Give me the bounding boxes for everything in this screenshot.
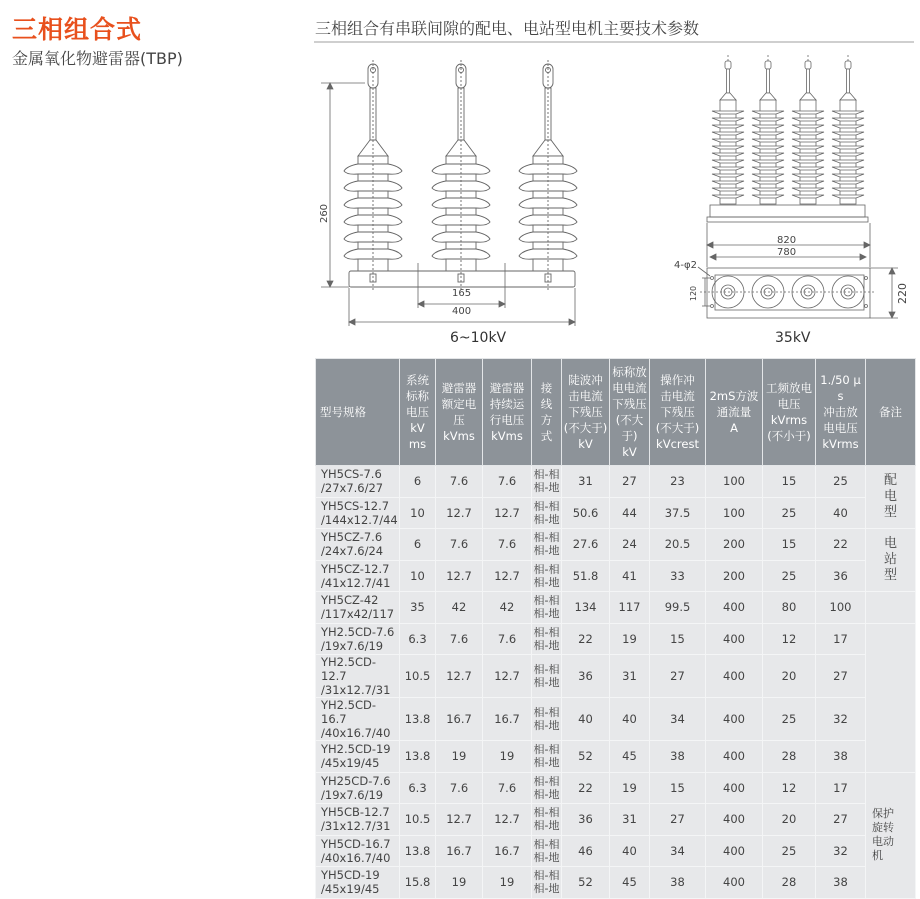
cell-rated-v: 12.7 (436, 804, 483, 836)
table-row (316, 772, 916, 804)
table-row (316, 741, 916, 773)
cell-imp-spark: 17 (816, 623, 866, 655)
header-pf-sparkover: 工频放电 电压 kVrms (不小于) (763, 359, 816, 466)
cell-imp-spark: 40 (816, 497, 866, 529)
cell-mcov: 19 (483, 741, 532, 773)
cell-rated-v: 16.7 (436, 835, 483, 867)
cell-sys-v: 6 (400, 466, 436, 498)
cell-switching: 27 (650, 804, 706, 836)
cell-model: YH5CZ-12.7 /41x12.7/41 (316, 560, 400, 592)
cell-imp-spark: 27 (816, 655, 866, 698)
cell-steep: 36 (562, 655, 610, 698)
cell-model: YH2.5CD-12.7 /31x12.7/31 (316, 655, 400, 698)
cell-nominal: 41 (610, 560, 650, 592)
cell-nominal: 24 (610, 529, 650, 561)
cell-mcov: 7.6 (483, 529, 532, 561)
cell-square: 400 (706, 741, 763, 773)
cell-pf-spark: 25 (763, 698, 816, 741)
cell-pf-spark: 20 (763, 655, 816, 698)
cell-model: YH5CB-12.7 /31x12.7/31 (316, 804, 400, 836)
cell-nominal: 45 (610, 741, 650, 773)
cell-model: YH5CS-7.6 /27x7.6/27 (316, 466, 400, 498)
dim-depth-label: 220 (896, 283, 909, 304)
cell-pf-spark: 25 (763, 835, 816, 867)
cell-imp-spark: 36 (816, 560, 866, 592)
spec-table (315, 358, 916, 899)
header-model: 型号规格 (316, 359, 400, 466)
section-title: 三相组合有串联间隙的配电、电站型电机主要技术参数 (315, 19, 700, 38)
cell-connection: 相-相 相-地 (532, 623, 562, 655)
cell-connection: 相-相 相-地 (532, 804, 562, 836)
cell-rated-v: 19 (436, 741, 483, 773)
cell-imp-spark: 100 (816, 592, 866, 624)
cell-square: 200 (706, 560, 763, 592)
cell-switching: 38 (650, 741, 706, 773)
cell-imp-spark: 25 (816, 466, 866, 498)
cell-rated-v: 19 (436, 867, 483, 899)
cell-sys-v: 13.8 (400, 835, 436, 867)
cell-square: 200 (706, 529, 763, 561)
cell-remark-motor: 保护 旋转 电动 机 (866, 772, 916, 898)
cell-steep: 27.6 (562, 529, 610, 561)
cell-mcov: 42 (483, 592, 532, 624)
cell-square: 400 (706, 835, 763, 867)
cell-pf-spark: 12 (763, 772, 816, 804)
cell-sys-v: 13.8 (400, 698, 436, 741)
cell-steep: 52 (562, 867, 610, 899)
cell-nominal: 19 (610, 772, 650, 804)
cell-steep: 40 (562, 698, 610, 741)
cell-switching: 34 (650, 698, 706, 741)
dim-inner-label: 780 (777, 247, 797, 258)
header-continuous-voltage: 避雷器 持续运 行电压 kVms (483, 359, 532, 466)
cell-mcov: 7.6 (483, 772, 532, 804)
cell-model: YH5CD-19 /45x19/45 (316, 867, 400, 899)
cell-imp-spark: 38 (816, 867, 866, 899)
cell-sys-v: 13.8 (400, 741, 436, 773)
cell-sys-v: 10 (400, 497, 436, 529)
cell-square: 100 (706, 466, 763, 498)
cell-sys-v: 6.3 (400, 623, 436, 655)
cell-connection: 相-相 相-地 (532, 835, 562, 867)
table-row (316, 466, 916, 498)
cell-switching: 27 (650, 655, 706, 698)
dim-hole-spacing-label: 120 (689, 285, 699, 302)
cell-imp-spark: 17 (816, 772, 866, 804)
cell-model: YH5CS-12.7 /144x12.7/44 (316, 497, 400, 529)
cell-connection: 相-相 相-地 (532, 867, 562, 899)
header-square-wave: 2mS方波 通流量 A (706, 359, 763, 466)
dim-outer-label: 820 (777, 235, 797, 246)
cell-model: YH5CZ-7.6 /24x7.6/24 (316, 529, 400, 561)
cell-switching: 37.5 (650, 497, 706, 529)
dim-pitch-label: 165 (452, 288, 472, 299)
cell-nominal: 40 (610, 698, 650, 741)
cell-connection: 相-相 相-地 (532, 655, 562, 698)
drawing-6-10kv (315, 58, 605, 328)
cell-connection: 相-相 相-地 (532, 741, 562, 773)
cell-switching: 20.5 (650, 529, 706, 561)
cell-remark-distribution: 配 电 型 (866, 466, 916, 529)
cell-switching: 99.5 (650, 592, 706, 624)
cell-imp-spark: 32 (816, 835, 866, 867)
cell-steep: 51.8 (562, 560, 610, 592)
cell-pf-spark: 25 (763, 560, 816, 592)
dim-hole-label: 4-φ2 (674, 260, 697, 271)
cell-connection: 相-相 相-地 (532, 560, 562, 592)
arrester-35kv-drawing (670, 55, 915, 325)
dim-width-label: 400 (452, 306, 472, 317)
cell-connection: 相-相 相-地 (532, 772, 562, 804)
cell-steep: 134 (562, 592, 610, 624)
header-switching-residual: 操作冲 击电流 下残压 (不大于) kVcrest (650, 359, 706, 466)
cell-nominal: 27 (610, 466, 650, 498)
cell-sys-v: 35 (400, 592, 436, 624)
header-system-voltage: 系统 标称 电压 kV ms (400, 359, 436, 466)
cell-sys-v: 6 (400, 529, 436, 561)
cell-rated-v: 12.7 (436, 655, 483, 698)
cell-mcov: 16.7 (483, 835, 532, 867)
cell-model: YH25CD-7.6 /19x7.6/19 (316, 772, 400, 804)
cell-sys-v: 6.3 (400, 772, 436, 804)
cell-rated-v: 7.6 (436, 529, 483, 561)
cell-switching: 34 (650, 835, 706, 867)
drawing-35kv (670, 55, 915, 325)
cell-square: 400 (706, 655, 763, 698)
cell-connection: 相-相 相-地 (532, 497, 562, 529)
cell-nominal: 40 (610, 835, 650, 867)
cell-switching: 23 (650, 466, 706, 498)
cell-square: 400 (706, 772, 763, 804)
table-row (316, 529, 916, 561)
cell-switching: 15 (650, 772, 706, 804)
cell-remark-station: 电 站 型 (866, 529, 916, 592)
cell-mcov: 12.7 (483, 497, 532, 529)
cell-square: 400 (706, 867, 763, 899)
cell-switching: 33 (650, 560, 706, 592)
cell-imp-spark: 22 (816, 529, 866, 561)
cell-square: 400 (706, 804, 763, 836)
table-header-row (316, 359, 916, 466)
page-title: 三相组合式 (12, 15, 143, 44)
drawing-caption-35kv: 35kV (775, 330, 811, 346)
header-impulse-sparkover: 1./50 μ s 冲击放 电电压 kVrms (816, 359, 866, 466)
table-row (316, 698, 916, 741)
cell-rated-v: 12.7 (436, 560, 483, 592)
cell-model: YH2.5CD-19 /45x19/45 (316, 741, 400, 773)
cell-mcov: 12.7 (483, 560, 532, 592)
table-row (316, 804, 916, 836)
cell-nominal: 31 (610, 655, 650, 698)
cell-rated-v: 7.6 (436, 772, 483, 804)
page-subtitle: 金属氧化物避雷器(TBP) (12, 49, 183, 68)
cell-nominal: 31 (610, 804, 650, 836)
cell-mcov: 12.7 (483, 804, 532, 836)
cell-steep: 46 (562, 835, 610, 867)
cell-pf-spark: 80 (763, 592, 816, 624)
cell-steep: 52 (562, 741, 610, 773)
header-connection: 接 线 方 式 (532, 359, 562, 466)
header-steep-residual: 陡波冲 击电流 下残压 (不大于) kV (562, 359, 610, 466)
cell-mcov: 7.6 (483, 623, 532, 655)
cell-model: YH2.5CD-7.6 /19x7.6/19 (316, 623, 400, 655)
cell-sys-v: 10.5 (400, 655, 436, 698)
cell-connection: 相-相 相-地 (532, 529, 562, 561)
cell-imp-spark: 27 (816, 804, 866, 836)
cell-switching: 15 (650, 623, 706, 655)
cell-sys-v: 15.8 (400, 867, 436, 899)
table-row (316, 867, 916, 899)
cell-square: 100 (706, 497, 763, 529)
cell-rated-v: 7.6 (436, 623, 483, 655)
cell-sys-v: 10 (400, 560, 436, 592)
cell-pf-spark: 12 (763, 623, 816, 655)
cell-mcov: 12.7 (483, 655, 532, 698)
cell-connection: 相-相 相-地 (532, 466, 562, 498)
header-rated-voltage: 避雷器 额定电 压 kVms (436, 359, 483, 466)
cell-mcov: 7.6 (483, 466, 532, 498)
cell-sys-v: 10.5 (400, 804, 436, 836)
cell-steep: 50.6 (562, 497, 610, 529)
cell-rated-v: 12.7 (436, 497, 483, 529)
table-row (316, 835, 916, 867)
cell-nominal: 117 (610, 592, 650, 624)
cell-mcov: 16.7 (483, 698, 532, 741)
cell-pf-spark: 28 (763, 867, 816, 899)
drawing-caption-6-10kv: 6~10kV (450, 330, 507, 346)
header-nominal-residual: 标称放 电电流 下残压 (不大于) kV (610, 359, 650, 466)
cell-imp-spark: 32 (816, 698, 866, 741)
cell-imp-spark: 38 (816, 741, 866, 773)
cell-steep: 22 (562, 623, 610, 655)
cell-nominal: 44 (610, 497, 650, 529)
cell-remark-empty (866, 592, 916, 624)
cell-square: 400 (706, 623, 763, 655)
cell-steep: 22 (562, 772, 610, 804)
table-row (316, 655, 916, 698)
dim-height-label: 260 (319, 203, 331, 224)
table-row (316, 560, 916, 592)
cell-switching: 38 (650, 867, 706, 899)
cell-pf-spark: 15 (763, 529, 816, 561)
cell-rated-v: 16.7 (436, 698, 483, 741)
cell-model: YH5CZ-42 /117x42/117 (316, 592, 400, 624)
cell-square: 400 (706, 698, 763, 741)
cell-square: 400 (706, 592, 763, 624)
cell-nominal: 45 (610, 867, 650, 899)
cell-rated-v: 7.6 (436, 466, 483, 498)
cell-steep: 31 (562, 466, 610, 498)
table-row (316, 592, 916, 624)
cell-connection: 相-相 相-地 (532, 698, 562, 741)
header-remarks: 备注 (866, 359, 916, 466)
cell-model: YH2.5CD-16.7 /40x16.7/40 (316, 698, 400, 741)
cell-rated-v: 42 (436, 592, 483, 624)
cell-remark-empty (866, 623, 916, 772)
cell-pf-spark: 20 (763, 804, 816, 836)
table-row (316, 497, 916, 529)
cell-model: YH5CD-16.7 /40x16.7/40 (316, 835, 400, 867)
table-row (316, 623, 916, 655)
cell-pf-spark: 15 (763, 466, 816, 498)
cell-pf-spark: 28 (763, 741, 816, 773)
cell-connection: 相-相 相-地 (532, 592, 562, 624)
cell-pf-spark: 25 (763, 497, 816, 529)
cell-steep: 36 (562, 804, 610, 836)
cell-mcov: 19 (483, 867, 532, 899)
cell-nominal: 19 (610, 623, 650, 655)
section-divider (314, 41, 914, 43)
